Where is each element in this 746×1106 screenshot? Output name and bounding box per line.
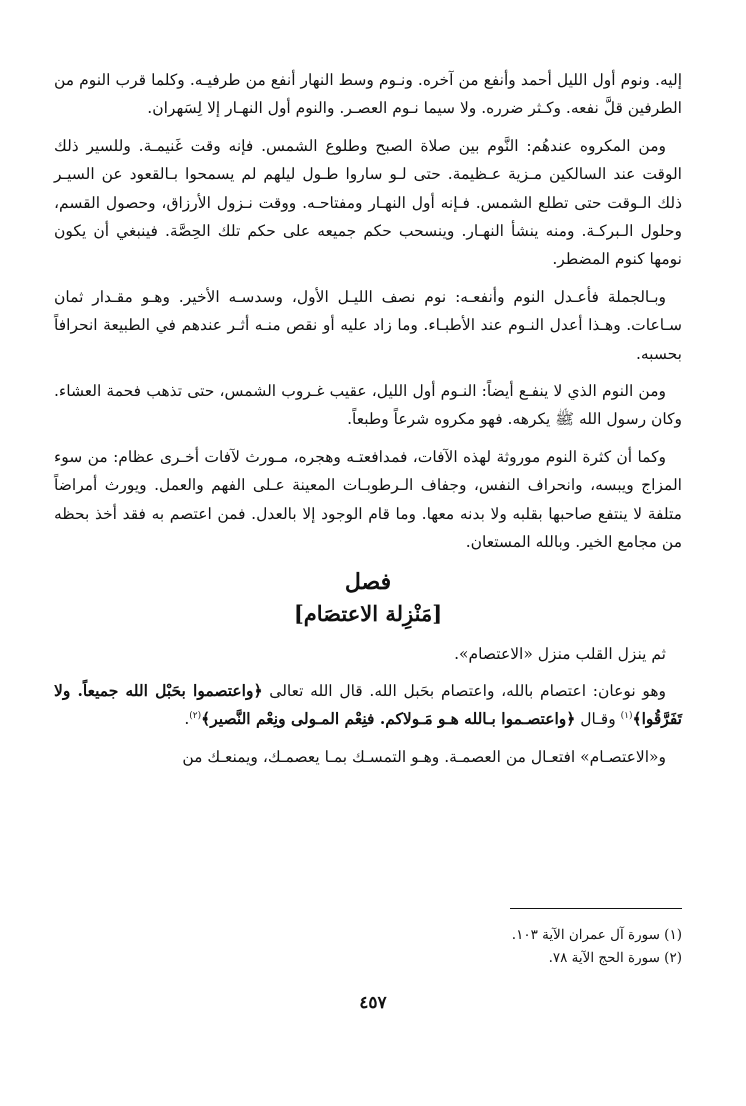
- intro-line: ثم ينزل القلب منزل «الاعتصام».: [454, 644, 666, 663]
- paragraph-6: [54, 677, 682, 734]
- section-title: فصل: [344, 568, 392, 595]
- paragraph-4: ومن النوم الذي لا ينفـع أيضاً: النـوم أول الليل، عقيب غـروب الشمس، حتى تذهب فحمة العشاء. وكان رسول الله ﷺ يكرهه. فهو مكروه شرعاً وطبعاً.: [54, 382, 682, 429]
- paragraph-6-end: .: [184, 710, 190, 729]
- footnote-2: (٢) سورة الحج الآية ٧٨.: [548, 950, 682, 966]
- footnote-divider: [510, 908, 682, 909]
- paragraph-5: وكما أن كثرة النوم موروثة لهذه الآفات، فمدافعتـه وهجره، مـورث لآفات أخـرى عظام: من سوء المزاج ويبسه، وانحراف النفس، وجفاف الـرطوبـات المعينة عـلى الفهم والعمل. ويورث أمراضاً متلفة لا ينتفع صاحبها بقلبه ولا بدنه معها. وما قام الوجود إلا بالعدل. فمن اعتصم به فقد أخذ بحظه من مجامع الخير. وبالله المستعان.: [54, 447, 682, 552]
- quran-verse-1: ﴿واعتصموا بحَبْل الله جميعاً. ولا تَفَرَّقُوا﴾: [54, 680, 682, 729]
- quran-verse-2: ﴿واعتصـموا بـالله هـو مَـولاكم. فنِعْم المـولى ونِعْم النَّصير﴾: [201, 709, 576, 729]
- paragraph-7: و«الاعتصـام» افتعـال من العصمـة. وهـو التمسـك بمـا يعصمـك، ويمنعـك من: [182, 747, 666, 766]
- section-heading: [54, 566, 682, 630]
- section-subtitle: [مَنْزِلة الاعتصَام]: [293, 600, 443, 626]
- footnote-ref-2: (٢): [189, 711, 202, 722]
- footnote-1: (١) سورة آل عمران الآية ١٠٣.: [511, 927, 682, 943]
- paragraph-1: إليه. ونوم أول الليل أحمد وأنفع من آخره. ونـوم وسط النهار أنفع من طرفيـه. وكلما قرب النوم من الطرفين قلَّ نفعه. وكـثر ضرره. ولا سيما نـوم العصـر. والنوم أول النهـار إلا لِسَهران.: [54, 71, 682, 118]
- paragraph-3: وبـالجملة فأعـدل النوم وأنفعـه: نوم نصف الليـل الأول، وسدسـه الأخير. وهـو مقـدار ثمان سـاعات. وهـذا أعدل النـوم عند الأطبـاء. وما زاد عليه أو نقص منـه أثـر عندهم في الطبيعة انحرافاً بحسبه.: [54, 287, 682, 363]
- footnotes: [282, 924, 682, 970]
- main-text: [54, 66, 682, 780]
- footnote-ref-1: (١): [620, 711, 633, 722]
- paragraph-6-lead: وهو نوعان: اعتصام بالله، واعتصام بحَبل الله. قال الله تعالى: [269, 681, 667, 700]
- paragraph-6-mid: وقـال: [575, 710, 621, 729]
- paragraph-2: ومن المكروه عندهُم: النَّوم بين صلاة الصبح وطلوع الشمس. فإنه وقت غَنيمـة. وللسير ذلك الوقت عند السالكين مـزية عـظيمة. حتى لـو ساروا طـول ليلهم لم يسمحوا بـالقعود عن السيـر ذلك الـوقت حتى تطلع الشمس. فـإنه أول النهـار ومفتاحـه. ووقت نـزول الأرزاق، وحصول القسم، وحلول الـبركـة. ومنه ينشأ النهـار. وينسحب حكم جميعه على حكم تلك الحِصَّة. فينبغي أن يكون نومها كنوم المضطر.: [54, 136, 682, 269]
- page-number: ٤٥٧: [359, 993, 387, 1013]
